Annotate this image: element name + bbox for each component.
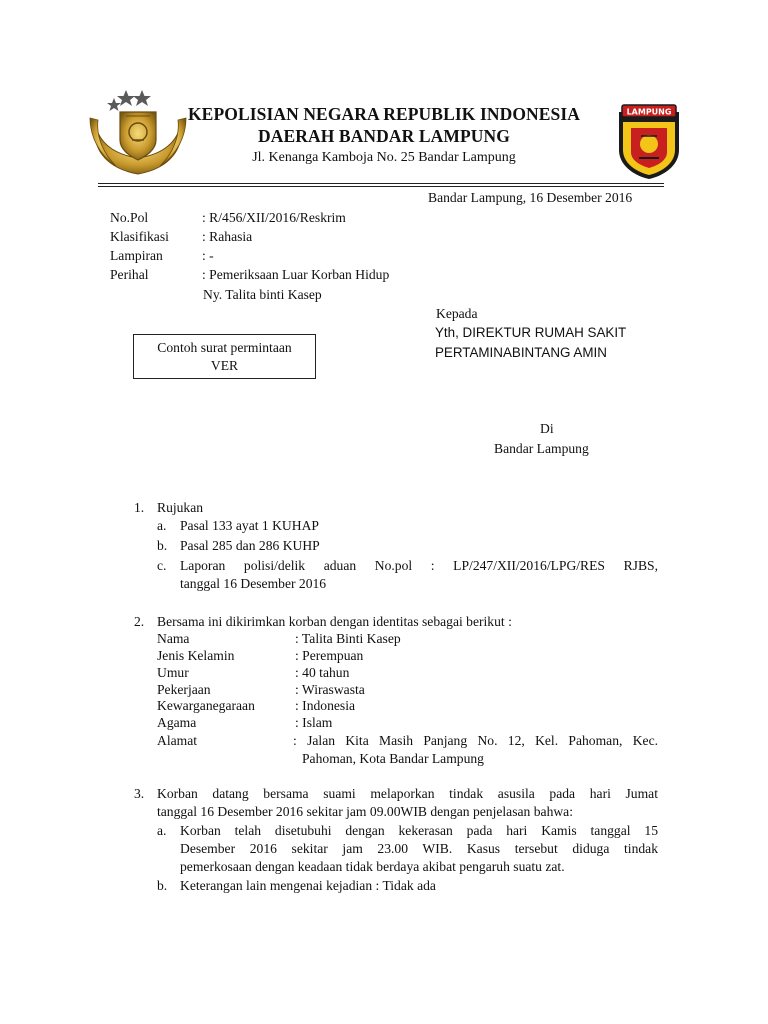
example-box-line2: VER	[210, 358, 239, 373]
recipient-line1: Yth, DIREKTUR RUMAH SAKIT	[435, 325, 627, 340]
meta-value-perihal: : Pemeriksaan Luar Korban Hidup	[202, 267, 390, 282]
header-rule-bottom	[98, 186, 664, 187]
section1-b-letter: b.	[157, 538, 168, 553]
section3-a-line3: pemerkosaan dengan keadaan tidak berdaya akibat pengaruh suatu zat.	[180, 859, 565, 874]
header-rule-top	[98, 183, 664, 184]
section3-b-text: Keterangan lain mengenai kejadian : Tidak ada	[180, 878, 436, 893]
section3-a-letter: a.	[157, 823, 167, 838]
field-value-pekerjaan: : Wiraswasta	[295, 682, 365, 697]
section1-a-text: Pasal 133 ayat 1 KUHAP	[180, 518, 319, 533]
perihal-continuation: Ny. Talita binti Kasep	[203, 287, 322, 302]
field-value-nama: : Talita Binti Kasep	[295, 631, 401, 646]
section1-number: 1.	[134, 500, 145, 515]
section3-b-letter: b.	[157, 878, 168, 893]
org-address: Jl. Kenanga Kamboja No. 25 Bandar Lampung	[252, 150, 516, 165]
field-label-nama: Nama	[157, 631, 190, 646]
field-label-alamat: Alamat	[157, 733, 198, 748]
meta-label-klasifikasi: Klasifikasi	[110, 229, 169, 244]
section2-number: 2.	[134, 614, 145, 629]
section3-line2: tanggal 16 Desember 2016 sekitar jam 09.00WIB dengan penjelasan bahwa:	[157, 804, 573, 819]
meta-value-nopol: : R/456/XII/2016/Reskrim	[202, 210, 346, 225]
field-value-agama: : Islam	[295, 715, 333, 730]
lampung-badge-text: LAMPUNG	[626, 107, 672, 117]
field-value-kewarganegaraan: : Indonesia	[295, 698, 356, 713]
org-name-line2: DAERAH BANDAR LAMPUNG	[258, 126, 510, 146]
field-value-alamat-continuation: Pahoman, Kota Bandar Lampung	[302, 751, 484, 766]
meta-label-perihal: Perihal	[110, 267, 149, 282]
field-label-umur: Umur	[157, 665, 189, 680]
section1-c-letter: c.	[157, 558, 167, 573]
field-value-jenis-kelamin: : Perempuan	[295, 648, 364, 663]
section3-a-line1: Korban telah disetubuhi dengan kekerasan pada hari Kamis tanggal 15	[180, 823, 658, 838]
recipient-city: Bandar Lampung	[494, 441, 589, 456]
section1-c-text: Laporan polisi/delik aduan No.pol : LP/247/XII/2016/LPG/RES RJBS,	[180, 558, 658, 573]
lampung-police-badge-logo	[617, 102, 681, 180]
section3-number: 3.	[134, 786, 145, 801]
section1-c-continuation: tanggal 16 Desember 2016	[180, 576, 327, 591]
example-box-line1: Contoh surat permintaan	[157, 340, 292, 355]
field-label-agama: Agama	[157, 715, 197, 730]
section2-intro: Bersama ini dikirimkan korban dengan identitas sebagai berikut :	[157, 614, 512, 629]
field-label-jenis-kelamin: Jenis Kelamin	[157, 648, 235, 663]
meta-label-nopol: No.Pol	[110, 210, 149, 225]
letter-date: Bandar Lampung, 16 Desember 2016	[428, 190, 633, 205]
recipient-line2: PERTAMINABINTANG AMIN	[435, 345, 607, 360]
meta-value-lampiran: : -	[202, 248, 214, 263]
meta-label-lampiran: Lampiran	[110, 248, 163, 263]
section1-b-text: Pasal 285 dan 286 KUHP	[180, 538, 320, 553]
section3-line1: Korban datang bersama suami melaporkan tindak asusila pada hari Jumat	[157, 786, 658, 801]
section1-title: Rujukan	[157, 500, 204, 515]
org-name-line1: KEPOLISIAN NEGARA REPUBLIK INDONESIA	[187, 104, 581, 124]
field-label-kewarganegaraan: Kewarganegaraan	[157, 698, 255, 713]
recipient-di: Di	[540, 421, 554, 436]
section3-a-line2: Desember 2016 sekitar jam 23.00 WIB. Kasus tersebut diduga tindak	[180, 841, 658, 856]
meta-value-klasifikasi: : Rahasia	[202, 229, 253, 244]
field-value-umur: : 40 tahun	[295, 665, 350, 680]
field-value-alamat: : Jalan Kita Masih Panjang No. 12, Kel. Pahoman, Kec.	[293, 733, 658, 748]
section1-a-letter: a.	[157, 518, 167, 533]
recipient-kepada: Kepada	[436, 306, 478, 321]
field-label-pekerjaan: Pekerjaan	[157, 682, 211, 697]
example-label-box	[133, 334, 316, 379]
